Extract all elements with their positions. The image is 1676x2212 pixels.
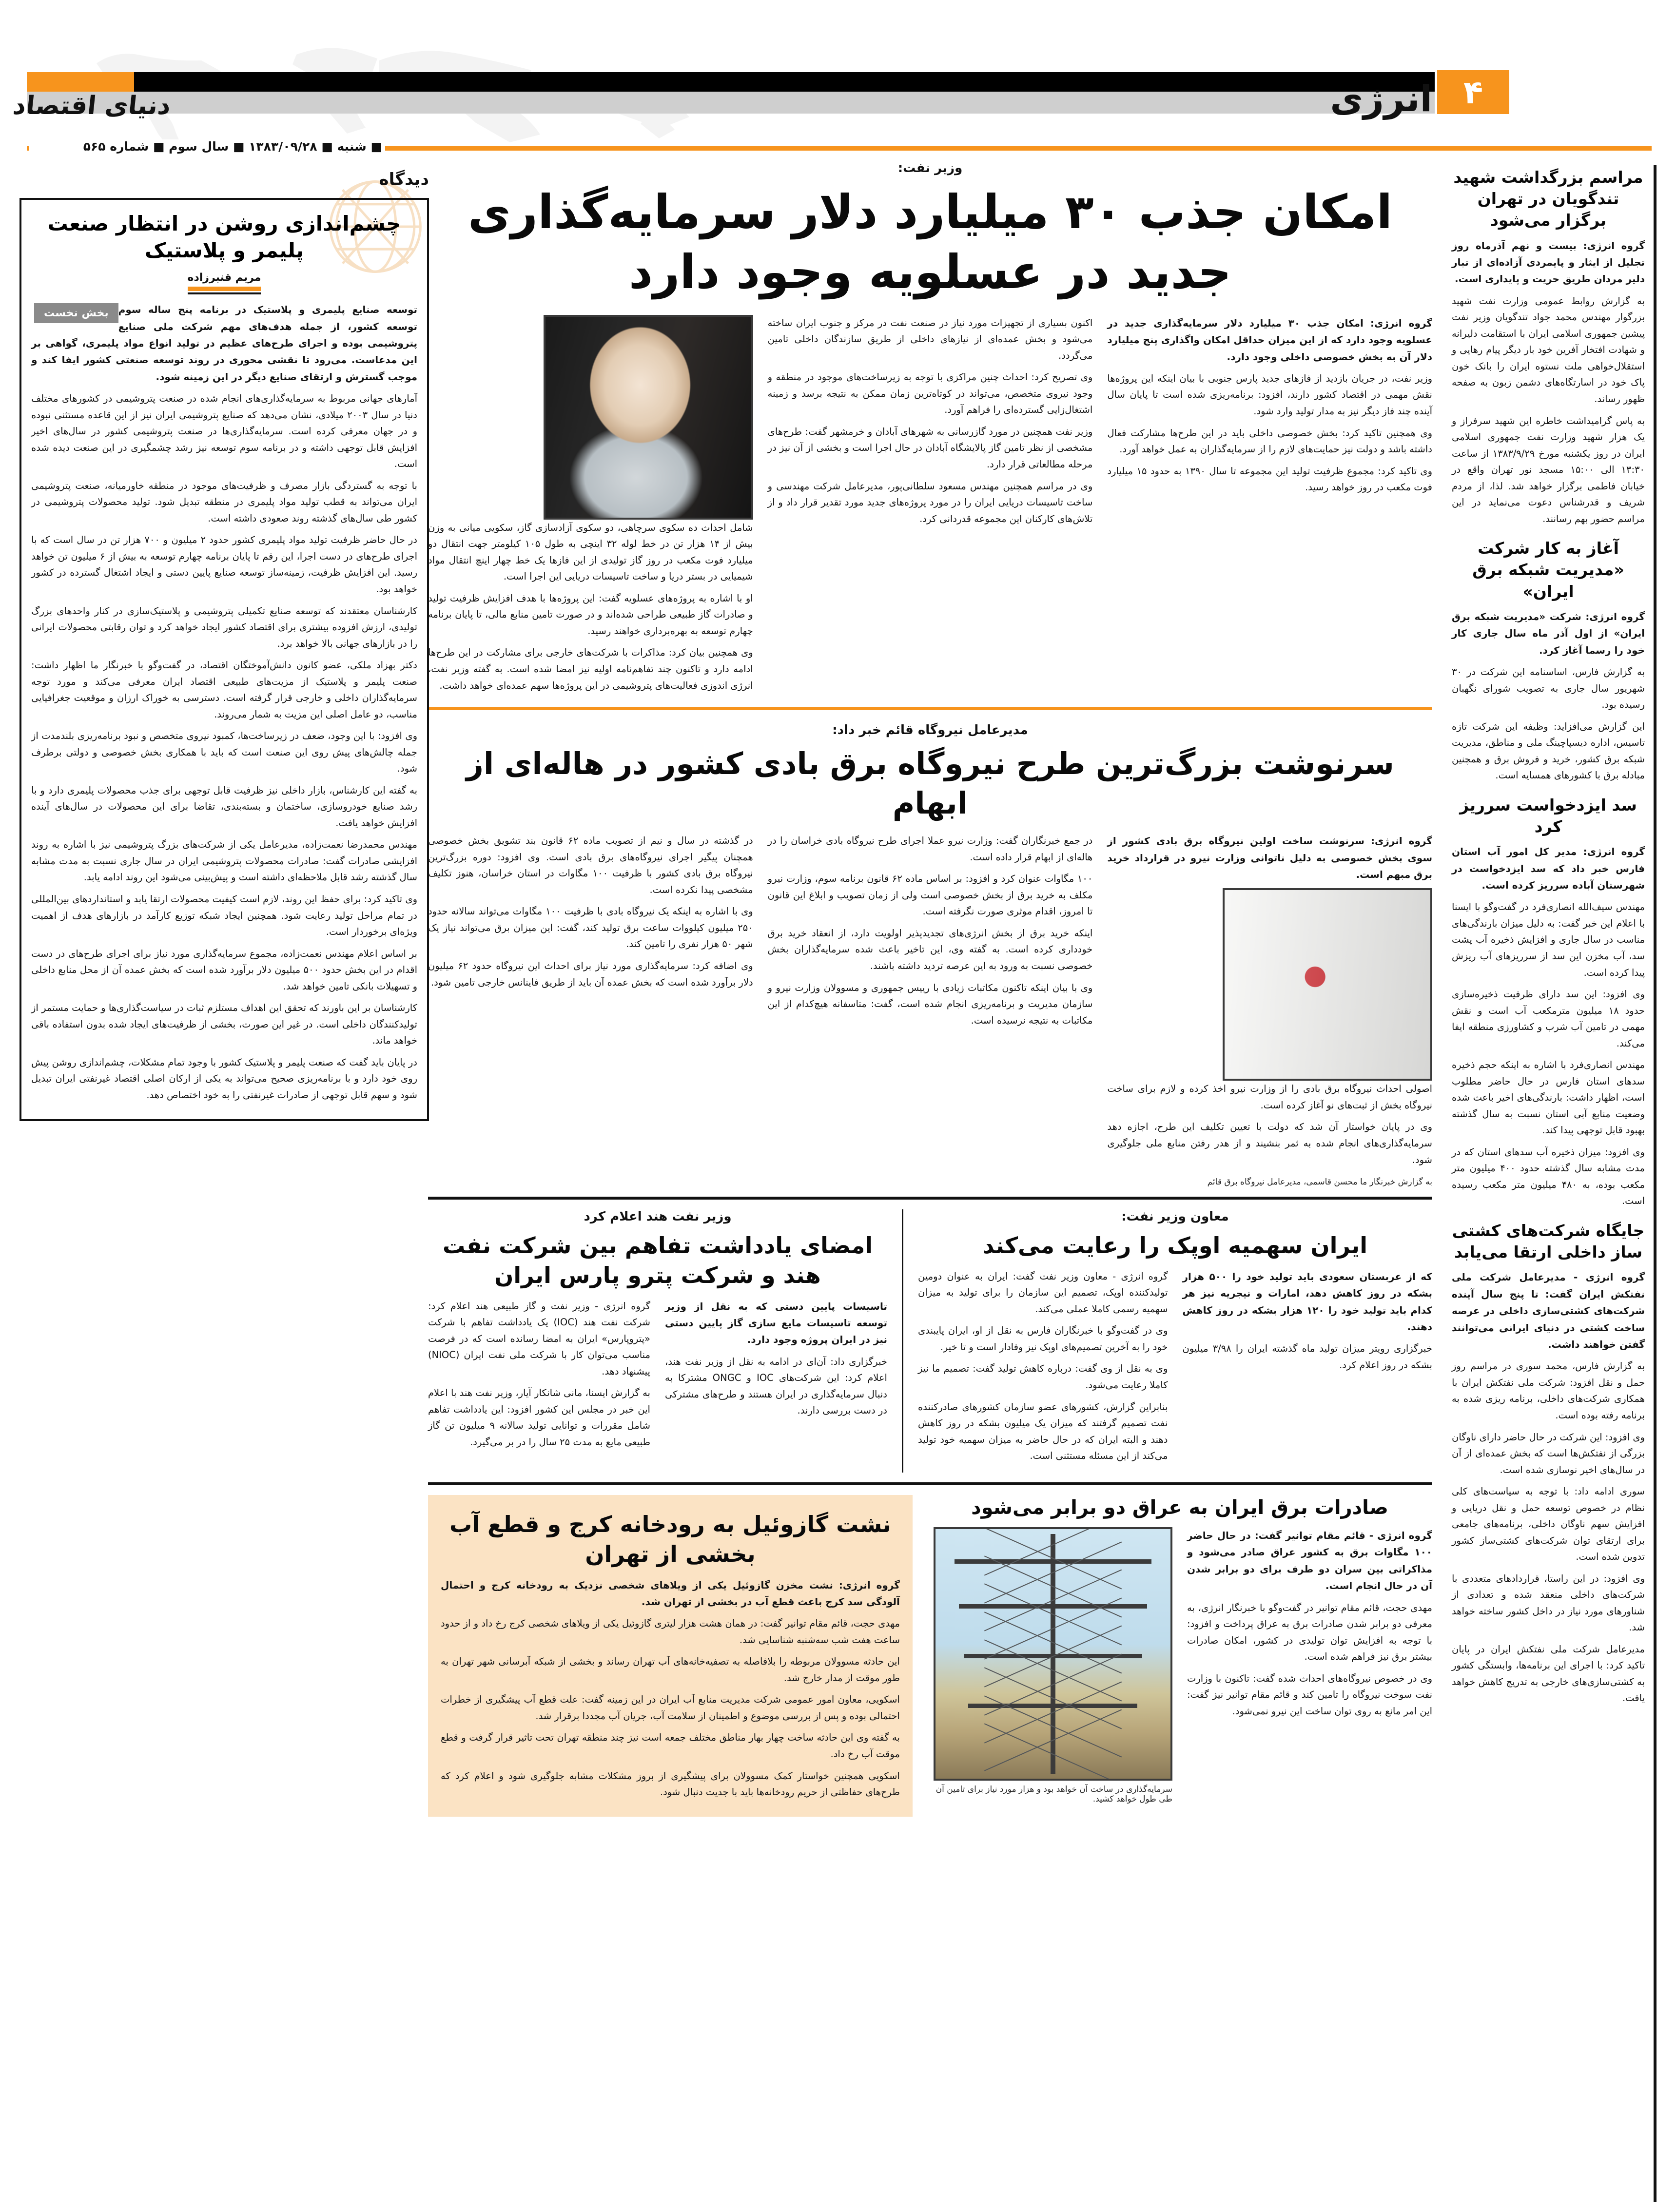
article-column [1182, 1268, 1432, 1379]
sidebar-paragraph: وی افزود: میزان ذخیره آب سدهای استان که در مدت مشابه سال گذشته حدود ۴۰۰ میلیون متر مکعب بوده، به ۴۸۰ میلیون متر مکعب رسیده است. [1452, 1146, 1645, 1207]
tower-crossarm [955, 1559, 1152, 1564]
sidebar-headline: سد ایزدخواست سرریز کرد [1460, 795, 1637, 836]
opinion-paragraph: به گفته این کارشناس، بازار داخلی نیز ظرفیت قابل توجهی برای جذب محصولات پلیمری دارد و با رشد صنایع خودروسازی، ساختمان و بسته‌بندی، تقاضا برای این محصولات در سال‌های آینده افزایش خواهد یافت. [31, 784, 417, 829]
byline-rule-orange [188, 287, 261, 291]
opinion-paragraph: بر اساس اعلام مهندس نعمت‌زاده، مجموع سرمایه‌گذاری مورد نیاز برای اجرای طرح‌های در دست اقدام در این بخش حدود ۵۰۰ میلیون دلار برآورد شده است که بخش عمده آن از محل منابع داخلی و تسهیلات بانکی تامین خواهد شد. [31, 948, 417, 992]
sidebar-paragraph: وی افزود: در این راستا، قراردادهای متعددی با شرکت‌های داخلی منعقد شده و تعدادی از شناورهای مورد نیاز در داخل کشور ساخته خواهد شد. [1452, 1572, 1645, 1633]
paragraph: گروه انرژی - قائم مقام توانیر گفت: در حال حاضر ۱۰۰ مگاوات برق به کشور عراق صادر می‌شود و مذاکراتی بین سران دو طرف برای دو برابر شدن آن در حال انجام است. [1187, 1530, 1432, 1592]
paragraph: وزیر نفت، در جریان بازدید از فازهای جدید پارس جنوبی با بیان اینکه این پروژه‌ها نقش مهمی در اقتصاد کشور دارند، افزود: برنامه‌ریزی شده است تا پایان سال آینده چند فاز دیگر نیز به مدار تولید وارد شود. [1107, 372, 1432, 417]
paragraph: اسکویی همچنین خواستار کمک مسوولان برای پیشگیری از بروز مشکلات مشابه جلوگیری شود و اعلام کرد که طرح‌های حفاظتی از حریم رودخانه‌ها باید با جدیت دنبال شود. [441, 1770, 900, 1798]
article-column [1107, 833, 1432, 1173]
tower-crossarm [968, 1704, 1137, 1708]
paragraph: در گذشته در سال و نیم از تصویب ماده ۶۲ قانون بند تشویق بخش خصوصی همچنان پیگیر اجرای نیروگاه‌های برق بادی است. وی افزود: دوره بزرگ‌ترین نیروگاه برق بادی کشور با ظرفیت ۱۰۰ مگاوات در استان خراسان، هنوز تکلیف مشخصی پیدا نکرده است. [428, 835, 753, 895]
article-gasoil-leak [428, 1495, 913, 1817]
paragraph: وی در گفت‌وگو با خبرنگاران فارس به نقل از او، ایران پایبندی خود را به آخرین تصمیم‌های اوپک نیز وفادار است و تا خیر. [917, 1325, 1168, 1353]
sidebar-paragraph: مهندس سیف‌الله انصاری‌فرد در گفت‌وگو با ایسنا با اعلام این خبر گفت: به دلیل میزان بارندگی‌های مناسب در سال جاری و افزایش ذخیره آب پشت سد، آب مخزن این سد از سرریزهای آب ریزش پیدا کرده است. [1452, 901, 1645, 978]
sidebar-paragraph: سوری ادامه داد: با توجه به سیاست‌های کلی نظام در خصوص توسعه حمل و نقل دریایی و افزایش سهم ناوگان داخلی، برنامه‌های جامعی برای ارتقای توان شرکت‌های کشتی‌ساز کشور تدوین شده است. [1452, 1486, 1645, 1563]
sidebar-paragraph: به گزارش فارس، اساسنامه این شرکت در ۳۰ شهریور سال جاری به تصویب شورای نگهبان رسیده بود. [1452, 666, 1645, 711]
opinion-section-label: دیدگاه [379, 170, 429, 189]
opinion-body [31, 301, 417, 1103]
article-kicker: وزیر نفت هند اعلام کرد [584, 1209, 732, 1224]
article-oil-minister-investment [428, 161, 1432, 699]
sidebar-paragraph: وی افزود: این شرکت در حال حاضر دارای ناوگان بزرگی از نفتکش‌ها است که بخش عمده‌ای از آن در سال‌های اخیر نوسازی شده است. [1452, 1431, 1645, 1475]
sidebar-paragraph: وی افزود: این سد دارای ظرفیت ذخیره‌سازی حدود ۱۸ میلیون مترمکعب آب است و نقش مهمی در تامین آب شرب و کشاورزی منطقه ایفا می‌کند. [1452, 989, 1645, 1049]
article-kicker: وزیر نفت: [897, 161, 963, 175]
article-row-opec-india [428, 1209, 1432, 1473]
article-india-mou [428, 1209, 887, 1455]
article-columns [428, 833, 1432, 1173]
paragraph: بنابراین گزارش، کشورهای عضو سازمان کشورهای صادرکننده نفت تصمیم گرفتند که میزان یک میلیون بشکه در روز کاهش دهند و البته ایران که در حال حاضر به میزان سهمیه خود تولید می‌کند از این مسئله مستثنی است. [917, 1401, 1168, 1462]
byline-rule-black [188, 292, 261, 294]
paragraph: اسکویی، معاون امور عمومی شرکت مدیریت منابع آب ایران در این زمینه گفت: علت قطع آب پیشگیری از خطرات احتمالی بوده و پس از بررسی موضوع و اطمینان از سلامت آب، جریان آب مجددا برقرار شد. [441, 1694, 900, 1722]
article-column [428, 1298, 650, 1456]
paragraph: وی در خصوص نیروگاه‌های احداث شده گفت: تاکنون با وزارت نفت سوخت نیروگاه را تامین کند و قائم مقام توانیر نیز گفت: این امر مانع به روی توان ساخت این نیرو نمی‌شود. [1187, 1672, 1432, 1717]
sidebar-paragraph: به گزارش فارس، محمد سوری در مراسم روز حمل و نقل افزود: شرکت ملی نفتکش ایران با همکاری شرکت‌های داخلی، برنامه ریزی شده به برنامه رفته بوده است. [1452, 1360, 1645, 1421]
article-iraq-electricity [927, 1495, 1432, 1804]
opinion-byline: مریم قنبرزاده [187, 272, 261, 284]
main-column [428, 161, 1432, 2198]
paragraph: وی با بیان اینکه تاکنون مکاتبات زیادی با رییس جمهوری و مسوولان وزارت نیرو و سازمان مدیریت و برنامه‌ریزی انجام شده است، گفت: متاسفانه هیچ‌کدام از این مکاتبات به نتیجه نرسیده است. [767, 982, 1093, 1026]
paragraph: به گزارش ایسنا، مانی شانکار آیار، وزیر نفت هند با اعلام این خبر در مجلس این کشور افزود: این یادداشت تفاهم شامل مقررات و توانایی تولید سالانه ۹ میلیون تن گاز طبیعی مایع به مدت ۲۵ سال را در بر می‌گیرد. [428, 1387, 650, 1448]
paragraph: گروه انرژی - معاون وزیر نفت گفت: ایران به عنوان دومین تولیدکننده اوپک، تصمیم این سازمان را برای تولید به میزان سهمیه رسمی کاملا عملی می‌کند. [917, 1270, 1168, 1315]
article-column [428, 833, 753, 996]
tower-crossarm [959, 1604, 1147, 1609]
paragraph: وی تاکید کرد: مجموع ظرفیت تولید این مجموعه تا سال ۱۳۹۰ به حدود ۱۵ میلیارد فوت مکعب در روز خواهد رسید. [1107, 465, 1432, 493]
article-column [768, 833, 1093, 1034]
paragraph: در جمع خبرنگاران گفت: وزارت نیرو عملا اجرای طرح نیروگاه بادی خراسان را در هاله‌ای از ابهام قرار داده است. [767, 835, 1093, 863]
article-columns [918, 1268, 1432, 1470]
sidebar-paragraph: گروه انرژی: مدیر کل امور آب استان فارس خبر داد که سد ایزدخواست در شهرستان آباده سرریز کرده است. [1452, 846, 1645, 892]
paragraph: وی با اشاره به اینکه یک نیروگاه بادی با ظرفیت ۱۰۰ مگاوات می‌تواند سالانه حدود ۲۵۰ میلیون کیلووات ساعت برق تولید کند، گفت: این میزان برق می‌تواند نیاز یک شهر ۵۰ هزار نفری را تامین کند. [428, 906, 753, 950]
power-tower-photo [934, 1527, 1172, 1781]
paragraph: وی همچنین تاکید کرد: بخش خصوصی داخلی باید در این طرح‌ها مشارکت فعال داشته باشد و دولت نیز حمایت‌های لازم را از سرمایه‌گذاران به عمل خواهد آورد. [1107, 427, 1432, 455]
opinion-box [19, 198, 429, 1121]
article-opec-quota [918, 1209, 1432, 1470]
photo-wrapper [1107, 888, 1432, 1081]
iran-flag-photo [1223, 888, 1432, 1081]
sidebar-paragraph: این گزارش می‌افزاید: وظیفه این شرکت تازه تاسیس، اداره دیسپاچینگ ملی و مناطق، مدیریت شبکه برق کشور، خرید و فروش برق و همچنین مبادله برق با کشورهای همسایه است. [1452, 720, 1645, 781]
paragraph: ۱۰۰ مگاوات عنوان کرد و افزود: بر اساس ماده ۶۲ قانون برنامه سوم، وزارت نیرو مکلف به خرید برق از بخش خصوصی است ولی از زمان تصویب و ابلاغ این قانون تا امروز، اقدام موثری صورت نگرفته است. [767, 873, 1093, 917]
article-kicker: مدیرعامل نیروگاه قائم خبر داد: [832, 723, 1028, 738]
article-headline: صادرات برق ایران به عراق دو برابر می‌شود [971, 1496, 1388, 1519]
sidebar-paragraph: مهندس انصاری‌فرد با اشاره به اینکه حجم ذخیره سدهای استان فارس در حال حاضر مطلوب است، اظهار داشت: بارندگی‌های اخیر باعث شده وضعیت منابع آبی استان نسبت به سال گذشته بهبود قابل توجهی پیدا کند. [1452, 1059, 1645, 1136]
page-number-badge: ۴ [1437, 70, 1509, 114]
photo-wrapper [428, 315, 753, 520]
article-column [1187, 1527, 1432, 1725]
paragraph: که از عربستان سعودی باید تولید خود را ۵۰۰ هزار بشکه در روز کاهش دهد، امارات و نیجریه نیز هر کدام باید تولید خود را ۱۲۰ هزار بشکه در روز کاهش دهند. [1182, 1270, 1433, 1333]
paragraph: اصولی احداث نیروگاه برق بادی را از وزارت نیرو اخذ کرده و لازم برای ساخت نیروگاه بخش از ثبت‌های نو آغاز کرده است. [1107, 1083, 1432, 1111]
section-rule [428, 1197, 1432, 1200]
paragraph: وی در پایان خواستار آن شد که دولت با تعیین تکلیف این طرح، اجازه دهد سرمایه‌گذاری‌های انجام شده به ثمر بنشیند و از هدر رفتن منابع ملی جلوگیری شود. [1107, 1121, 1432, 1165]
opinion-paragraph: وی تاکید کرد: برای حفظ این روند، لازم است کیفیت محصولات ارتقا یابد و استانداردهای بین‌المللی در تمام مراحل تولید رعایت شود. همچنین ایجاد شبکه توزیع کارآمد در بازارهای هدف از اهمیت ویژه‌ای برخوردار است. [31, 893, 417, 938]
sidebar-article [1452, 795, 1645, 1209]
sidebar-article [1452, 1220, 1645, 1707]
paragraph: اینکه خرید برق از بخش انرژی‌های تجدیدپذیر اولویت دارد، از انعقاد خرید برق خودداری کرده است. به گفته وی، این تاخیر باعث شده سرمایه‌گذاران بخش خصوصی نسبت به ورود به این عرصه تردید داشته باشند. [767, 927, 1093, 971]
sidebar-headline: جایگاه شرکت‌های کشتی ساز داخلی ارتقا می‌یابد [1452, 1221, 1645, 1262]
page-header [0, 0, 1676, 161]
sidebar-article [1452, 167, 1645, 527]
paragraph: مهدی حجت، قائم مقام توانیر در گفت‌وگو با خبرنگار انرژی، به معرفی دو برابر شدن صادرات برق به عراق پرداخت و افزود: با توجه به افزایش توان تولیدی در کشور، امکان صادرات بیشتر برق نیز فراهم شده است. [1187, 1602, 1432, 1663]
paragraph: خبرگزاری رویتر میزان تولید ماه گذشته ایران را ۳/۹۸ میلیون بشکه در روز اعلام کرد. [1182, 1343, 1432, 1371]
article-headline: امضای یادداشت تفاهم بین شرکت نفت هند و شرکت پترو پارس ایران [443, 1232, 873, 1288]
sidebar-paragraph: مدیرعامل شرکت ملی نفتکش ایران در پایان تاکید کرد: با اجرای این برنامه‌ها، وابستگی کشور به کشتی‌سازی‌های خارجی به تدریج کاهش خواهد یافت. [1452, 1643, 1645, 1704]
header-black-bar [134, 72, 1435, 92]
opinion-paragraph: در پایان باید گفت که صنعت پلیمر و پلاستیک کشور با وجود تمام مشکلات، چشم‌اندازی روشن پیش روی خود دارد و با برنامه‌ریزی صحیح می‌تواند به یکی از ارکان اصلی اقتصاد غیرنفتی ایران تبدیل شود و سهم قابل توجهی از صادرات غیرنفتی را به خود اختصاص دهد. [31, 1056, 417, 1101]
article-column [768, 315, 1093, 532]
newspaper-masthead: دنیای اقتصاد [11, 91, 173, 120]
paragraph: وی تصریح کرد: احداث چنین مراکزی با توجه به زیرساخت‌های موجود در منطقه و وجود نیروی متخصص، می‌تواند در کوتاه‌ترین زمان ممکن به نتیجه برسد و زمینه اشتغال‌زایی گسترده‌ای را فراهم آورد. [767, 371, 1093, 416]
article-headline: نشت گازوئیل به رودخانه کرج و قطع آب بخشی از تهران [449, 1511, 891, 1567]
article-column [428, 315, 753, 699]
article-columns [927, 1527, 1432, 1804]
article-column [1107, 315, 1432, 501]
paragraph: وی به نقل از وی گفت: درباره کاهش تولید گفت: تصمیم ما نیز کاملا رعایت می‌شود. [917, 1363, 1168, 1391]
oil-minister-photo [544, 315, 753, 520]
opinion-paragraph: کارشناسان بر این باورند که تحقق این اهداف مستلزم ثبات در سیاست‌گذاری‌ها و حمایت مستمر از تولیدکنندگان داخلی است. در غیر این صورت، بخشی از ظرفیت‌های ایجاد شده بدون استفاده باقی خواهد ماند. [31, 1002, 417, 1047]
page-body [0, 161, 1676, 2212]
paragraph: وی همچنین بیان کرد: مذاکرات با شرکت‌های خارجی برای مشارکت در این طرح‌ها ادامه دارد و تاکنون چند تفاهم‌نامه اولیه نیز امضا شده است. به گفته وزیر نفت، انرژی اندوزی فعالیت‌های پتروشیمی در این پروژه‌ها سهم عمده‌ای خواهد داشت. [428, 647, 753, 691]
sidebar-paragraph: گروه انرژی: شرکت «مدیریت شبکه برق ایران» از اول آذر ماه سال جاری کار خود را رسما آغاز کرد. [1452, 610, 1645, 656]
photo-caption: سرمایه‌گذاری در ساخت آن خواهد بود و هزار مورد نیاز برای تامین آن طی طول خواهد کشید. [935, 1785, 1172, 1805]
opinion-column [19, 161, 429, 2198]
section-rule [428, 1482, 1432, 1485]
paragraph: تاسیسات پایین دستی که به نقل از وزیر توسعه تاسیسات مایع سازی گاز پایین دستی نیز در ایران پروژه وجود دارد. [664, 1300, 887, 1346]
sidebar-paragraph: گروه انرژی - مدیرعامل شرکت ملی نفتکش ایران گفت: تا پنج سال آینده شرکت‌های کشتی‌سازی داخلی در عرصه ساخت کشتی در دنیای ایرانی می‌توانند گفتن خواهند داشت. [1452, 1271, 1645, 1350]
paragraph: او با اشاره به پروژه‌های عسلویه گفت: این پروژه‌ها با هدف افزایش ظرفیت تولید و صادرات گاز طبیعی طراحی شده‌اند و در صورت تامین منابع مالی، تا پایان برنامه چهارم توسعه به بهره‌برداری خواهند رسید. [428, 592, 753, 637]
article-wind-power [428, 723, 1432, 1187]
section-title: انرژی [1330, 78, 1432, 120]
sidebar-headline: آغاز به کار شرکت «مدیریت شبکه برق ایران» [1472, 539, 1624, 601]
paragraph: وزیر نفت همچنین در مورد گازرسانی به شهرهای آبادان و خرمشهر گفت: طرح‌های مشخصی از نظر تامین گاز پالایشگاه آبادان در حال اجرا است و بخشی از آن نیز در مرحله مطالعاتی قرار دارد. [767, 426, 1093, 470]
article-column [665, 1298, 887, 1424]
opinion-part-badge: بخش نخست [34, 303, 118, 323]
opinion-paragraph: دکتر بهزاد ملکی، عضو کانون دانش‌آموختگان اقتصاد، در گفت‌وگو با خبرنگار ما اظهار داشت: صنعت پلیمر و پلاستیک از مزیت‌های طبیعی اقتصاد ایران معرفی می‌کند و مورد توجه سرمایه‌گذاران داخلی و خارجی قرار گرفته است. دسترسی به خوراک ارزان و موقعیت جغرافیایی مناسب، دو عامل اصلی این مزیت به شمار می‌روند. [31, 660, 417, 720]
opinion-title: چشم‌اندازی روشن در انتظار صنعت پلیمر و پلاستیک [47, 212, 401, 262]
opinion-paragraph: مهندس محمدرضا نعمت‌زاده، مدیرعامل یکی از شرکت‌های بزرگ پتروشیمی نیز با اشاره به روند افزایشی صادرات گفت: صادرات محصولات پتروشیمی ایران در سال جاری نسبت به مدت مشابه سال گذشته رشد قابل ملاحظه‌ای داشته است و پیش‌بینی می‌شود این روند ادامه یابد. [31, 839, 417, 883]
article-headline: سرنوشت بزرگ‌ترین طرح نیروگاه برق بادی کشور در هاله‌ای از ابهام [466, 746, 1394, 821]
article-row-iraq-gasoil [428, 1495, 1432, 1817]
sidebar-column [1452, 165, 1657, 2202]
opinion-paragraph: با توجه به گستردگی بازار مصرف و ظرفیت‌های موجود در منطقه خاورمیانه، صنعت پتروشیمی ایران می‌تواند به قطب تولید مواد پلیمری در منطقه تبدیل شود. تولید محصولات پتروشیمی در کشور طی سال‌های گذشته روند صعودی داشته است. [31, 480, 417, 524]
opinion-paragraph: وی افزود: با این وجود، ضعف در زیرساخت‌ها، کمبود نیروی متخصص و نبود برنامه‌ریزی بلندمدت از جمله چالش‌های پیش روی این صنعت است که باید با همکاری بخش خصوصی و دولتی برطرف شود. [31, 730, 417, 775]
sidebar-paragraph: گروه انرژی: بیست و نهم آذرماه روز تجلیل از ایثار و پایمردی آزاده‌ای از تبار دلیر مردان طریق حریت و پایداری است. [1452, 239, 1645, 285]
paragraph: شامل احداث ده سکوی سرچاهی، دو سکوی آزادسازی گاز، سکویی میانی به وزن بیش از ۱۴ هزار تن در خط لوله ۳۲ اینچی به طول ۱۰۵ کیلومتر جهت انتقال دو میلیارد فوت مکعب در روز گاز تولیدی از این فازها یک خط چهار اینچ انتقال مواد شیمیایی در بستر دریا و ساخت تاسیسات دریایی این اجرا است. [428, 522, 753, 582]
column-divider [902, 1209, 903, 1473]
section-rule-orange [428, 707, 1432, 710]
article-columns [428, 315, 1432, 699]
article-kicker: معاون وزیر نفت: [1121, 1209, 1229, 1224]
paragraph: وی اضافه کرد: سرمایه‌گذاری مورد نیاز برای احداث این نیروگاه حدود ۶۲ میلیون دلار برآورد شده است که بخش عمده آن باید از طریق فاینانس خارجی تامین شود. [428, 960, 753, 988]
header-grey-bar [27, 92, 1435, 114]
sidebar-headline: مراسم بزرگداشت شهید تندگویان در تهران برگزار می‌شود [1453, 168, 1643, 230]
sidebar-paragraph: به گزارش روابط عمومی وزارت نفت شهید بزرگوار مهندس محمد جواد تندگویان وزیر نفت پیشین جمهوری اسلامی ایران با استقامت دلیرانه و شهادت افتخار آفرین خود بار دیگر پیام رهایی و استقلال‌خواهی ملت نستوه ایران را بانک خون پاک خود در اسارتگاه‌های دشمن زبون به صفحه ظهور رساند. [1452, 295, 1645, 405]
article-headline: ایران سهمیه اوپک را رعایت می‌کند [982, 1232, 1368, 1259]
opinion-paragraph: کارشناسان معتقدند که توسعه صنایع تکمیلی پتروشیمی و پلاستیک‌سازی در کنار واحدهای بزرگ تولیدی، ارزش افزوده بیشتری برای اقتصاد کشور ایجاد خواهد کرد و توان رقابتی محصولات ایرانی را در بازارهای جهانی بالا خواهد برد. [31, 605, 417, 649]
paragraph: مهدی حجت، قائم مقام توانیر گفت: در همان هشت هزار لیتری گازوئیل یکی از ویلاهای شخصی کرج رخ داد و از حدود ساعت هفت شب سه‌شنبه شناسایی شد. [441, 1618, 900, 1646]
opinion-paragraph: توسعه صنایع پلیمری و پلاستیک در برنامه پنج ساله سوم توسعه کشور، از جمله هدف‌های مهم شرکت ملی صنایع پتروشیمی بوده و اجرای طرح‌های عظیم در تولید انواع مواد پلیمری، گواهی بر این مدعاست. می‌رود تا نقشی محوری در روند توسعه صنعتی کشور ایفا کند و موجب گسترش و ارتقای صنایع دیگر در این زمینه شود. [31, 304, 417, 383]
paragraph: گروه انرژی: امکان جذب ۳۰ میلیارد دلار سرمایه‌گذاری جدید در عسلویه وجود دارد که از این میزان حداقل امکان واگذاری پنج میلیارد دلار آن به بخش خصوصی داخلی وجود دارد. [1107, 317, 1432, 363]
sidebar-paragraph: به پاس گرامیداشت خاطره این شهید سرفراز و یک هزار شهید وزارت نفت جمهوری اسلامی ایران در روز یکشنبه مورخ ۱۳۸۳/۹/۲۹ از ساعت ۱۳:۳۰ الی ۱۵:۰۰ مسجد نور تهران واقع در خیابان فاطمی برگزار خواهد شد. لذا، از مردم شریف و قدرشناس دعوت می‌نماید در این مراسم حضور بهم رسانند. [1452, 415, 1645, 524]
paragraph: گروه انرژی: سرنوشت ساخت اولین نیروگاه برق بادی کشور از سوی بخش خصوصی به دلیل ناتوانی وزارت نیرو در قرارداد خرید برق مبهم است. [1107, 835, 1432, 881]
paragraph: این حادثه مسوولان مربوطه را بلافاصله به تصفیه‌خانه‌های آب تهران رساند و بخشی از شبکه آبرسانی شهر تهران به طور موقت از مدار خارج شد. [441, 1656, 900, 1684]
paragraph: وی در مراسم همچنین مهندس مسعود سلطانی‌پور، مدیرعامل شرکت مهندسی و ساخت تاسیسات دریایی ایران را در مورد پروژه‌های جدید مورد تقدیر قرار داد و از تلاش‌های کارکنان این مجموعه قدردانی کرد. [767, 480, 1093, 524]
paragraph: گروه انرژی - وزیر نفت و گاز طبیعی هند اعلام کرد: شرکت نفت هند (IOC) یک یادداشت تفاهم با شرکت «پتروپارس» ایران به امضا رسانده است که در فرصت مناسب می‌توان کار با شرکت ملی نفت ایران (NIOC) پیشنهاد دهد. [428, 1300, 650, 1377]
opinion-paragraph: آمارهای جهانی مربوط به سرمایه‌گذاری‌های انجام شده در صنعت پتروشیمی در کشورهای مختلف دنیا در سال ۲۰۰۳ میلادی، نشان می‌دهد که صنایع پتروشیمی ایران نیز از این قاعده مستثنی نبوده و در جهان معرفی کرده است. سرمایه‌گذاری‌ها در صنعت پتروشیمی کشور در سال‌های اخیر افزایش قابل توجهی داشته و در برنامه سوم توسعه نیز رشد چشمگیری در این صنعت دیده شده است. [31, 393, 417, 470]
paragraph: گروه انرژی: نشت مخزن گازوئیل یکی از ویلاهای شخصی نزدیک به رودخانه کرج و احتمال آلودگی سد کرج باعث قطع آب در بخشی از تهران شد. [441, 1579, 900, 1608]
photo-caption: به گزارش خبرنگار ما محسن قاسمی، مدیرعامل نیروگاه برق قائم [1207, 1177, 1432, 1187]
dateline: ■ شنبه ■ ۱۳۸۳/۰۹/۲۸ ■ سال سوم ■ شماره ۵۶۵ [29, 139, 385, 154]
paragraph: خبرگزاری داد: آن‌ای در ادامه به نقل از وزیر نفت هند، اعلام کرد: این شرکت‌های IOC و ONGC مشترکا به دنبال سرمایه‌گذاری در ایران هستند و طرح‌های مشترکی در دست بررسی دارند. [664, 1356, 887, 1416]
article-column [918, 1268, 1168, 1470]
opinion-paragraph: در حال حاضر ظرفیت تولید مواد پلیمری کشور حدود ۲ میلیون و ۷۰۰ هزار تن در سال است که با اجرای طرح‌های در دست اجرا، این رقم تا پایان برنامه چهارم توسعه به بیش از ۶ میلیون تن خواهد رسید. این افزایش ظرفیت، زمینه‌ساز توسعه صنایع پایین دستی و ایجاد اشتغال گسترده در کشور خواهد بود. [31, 534, 417, 595]
paragraph: به گفته وی این حادثه ساخت چهار بهار مناطق مختلف جمعه است نیز چند منطقه تهران تحت تاثیر قرار گرفت و قطع موقت آب رخ داد. [441, 1732, 900, 1760]
article-columns [428, 1298, 887, 1456]
article-column [927, 1527, 1172, 1804]
photo-wrapper [927, 1527, 1172, 1781]
paragraph: اکنون بسیاری از تجهیزات مورد نیاز در صنعت نفت در مرکز و جنوب ایران ساخته می‌شود و بخش عمده‌ای از نیازهای داخلی از طریق سازندگان داخلی تامین می‌گردد. [767, 317, 1093, 361]
article-headline: امکان جذب ۳۰ میلیارد دلار سرمایه‌گذاری جدید در عسلویه وجود دارد [468, 185, 1393, 299]
sidebar-article [1452, 538, 1645, 784]
